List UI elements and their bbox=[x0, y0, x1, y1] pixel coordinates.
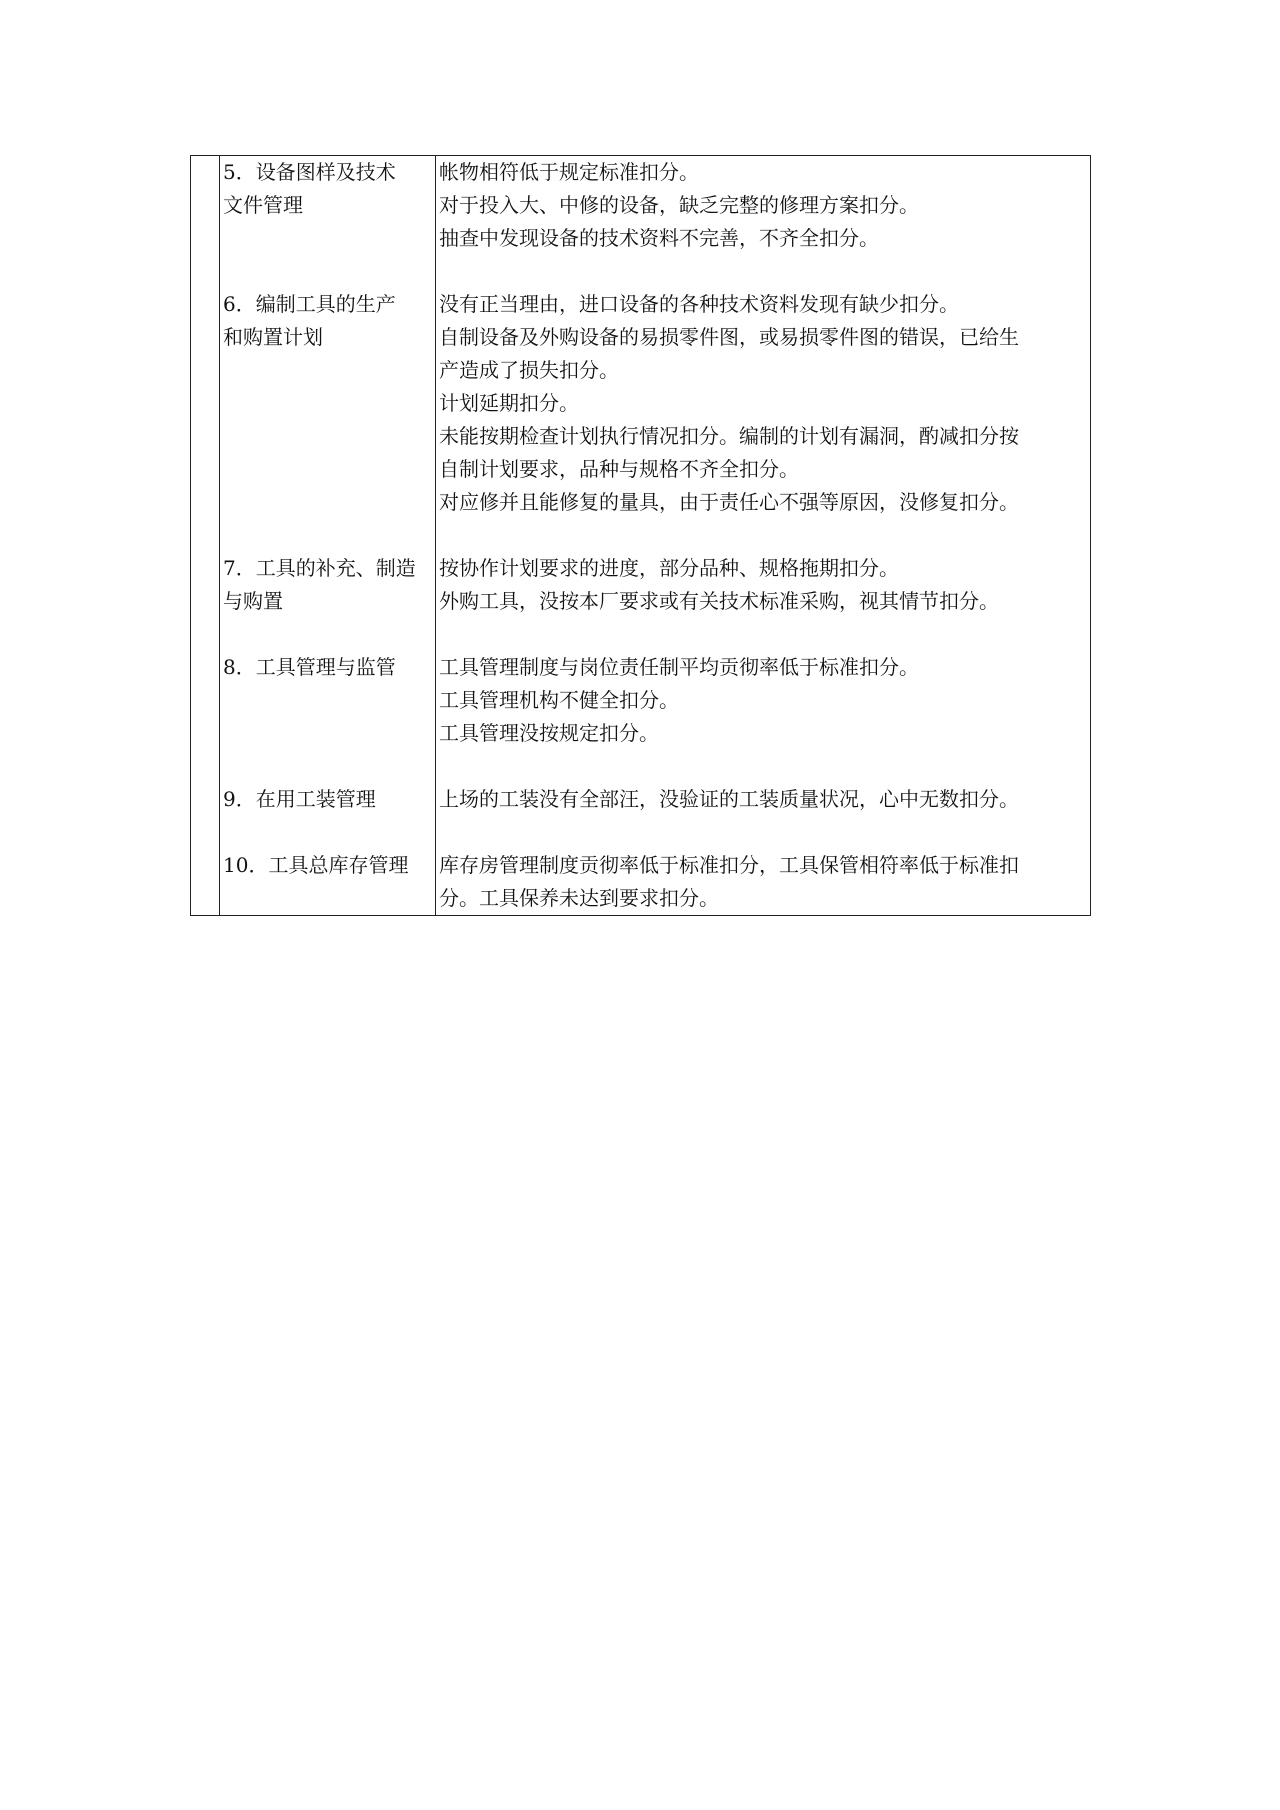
criteria-line: 未能按期检查计划执行情况扣分。编制的计划有漏洞，酌减扣分按 bbox=[439, 424, 1019, 448]
criteria-cell bbox=[435, 288, 1090, 519]
criteria-line: 帐物相符低于规定标准扣分。 bbox=[439, 160, 699, 184]
criteria-line: 抽查中发现设备的技术资料不完善，不齐全扣分。 bbox=[439, 226, 879, 250]
table-row bbox=[191, 156, 1090, 255]
item-cell bbox=[220, 288, 435, 519]
criteria-line: 工具管理没按规定扣分。 bbox=[439, 721, 659, 745]
item-cell bbox=[220, 651, 435, 750]
index-cell bbox=[191, 783, 220, 816]
criteria-line: 工具管理制度与岗位责任制平均贡彻率低于标准扣分。 bbox=[439, 655, 919, 679]
index-cell bbox=[191, 651, 220, 750]
item-text: 和购置计划 bbox=[223, 325, 323, 349]
criteria-line: 按协作计划要求的进度，部分品种、规格拖期扣分。 bbox=[439, 556, 899, 580]
criteria-line: 对于投入大、中修的设备，缺乏完整的修理方案扣分。 bbox=[439, 193, 919, 217]
criteria-line: 外购工具，没按本厂要求或有关技术标准采购，视其情节扣分。 bbox=[439, 589, 999, 613]
table-row bbox=[191, 783, 1090, 816]
criteria-line: 没有正当理由，进口设备的各种技术资料发现有缺少扣分。 bbox=[439, 292, 959, 316]
item-text: 5．设备图样及技术 bbox=[223, 160, 396, 184]
item-text: 8．工具管理与监管 bbox=[223, 655, 396, 679]
item-cell bbox=[220, 783, 435, 816]
criteria-line: 库存房管理制度贡彻率低于标准扣分，工具保管相符率低于标准扣 bbox=[439, 853, 1019, 877]
item-text: 9．在用工装管理 bbox=[223, 787, 376, 811]
index-cell bbox=[191, 552, 220, 618]
item-text: 6．编制工具的生产 bbox=[223, 292, 396, 316]
criteria-line: 自制设备及外购设备的易损零件图，或易损零件图的错误，已给生 bbox=[439, 325, 1019, 349]
index-cell bbox=[191, 849, 220, 915]
index-cell bbox=[191, 288, 220, 519]
item-text: 文件管理 bbox=[223, 193, 303, 217]
criteria-cell bbox=[435, 651, 1090, 750]
item-cell bbox=[220, 552, 435, 618]
item-text: 10．工具总库存管理 bbox=[223, 853, 409, 877]
criteria-line: 工具管理机构不健全扣分。 bbox=[439, 688, 679, 712]
table-row bbox=[191, 849, 1090, 915]
item-cell bbox=[220, 156, 435, 255]
criteria-line: 自制计划要求，品种与规格不齐全扣分。 bbox=[439, 457, 799, 481]
criteria-line: 产造成了损失扣分。 bbox=[439, 358, 619, 382]
table-row bbox=[191, 288, 1090, 519]
assessment-table bbox=[190, 155, 1091, 916]
criteria-line: 计划延期扣分。 bbox=[439, 391, 579, 415]
table-row bbox=[191, 651, 1090, 750]
criteria-line: 对应修并且能修复的量具，由于责任心不强等原因，没修复扣分。 bbox=[439, 490, 1019, 514]
index-cell bbox=[191, 156, 220, 255]
item-text: 与购置 bbox=[223, 589, 283, 613]
criteria-cell bbox=[435, 552, 1090, 618]
criteria-line: 上场的工装没有全部汪，没验证的工装质量状况，心中无数扣分。 bbox=[439, 787, 1019, 811]
criteria-line: 分。工具保养未达到要求扣分。 bbox=[439, 886, 719, 910]
criteria-cell bbox=[435, 849, 1090, 915]
criteria-cell bbox=[435, 156, 1090, 255]
item-cell bbox=[220, 849, 435, 915]
criteria-cell bbox=[435, 783, 1090, 816]
item-text: 7．工具的补充、制造 bbox=[223, 556, 416, 580]
table-row bbox=[191, 552, 1090, 618]
